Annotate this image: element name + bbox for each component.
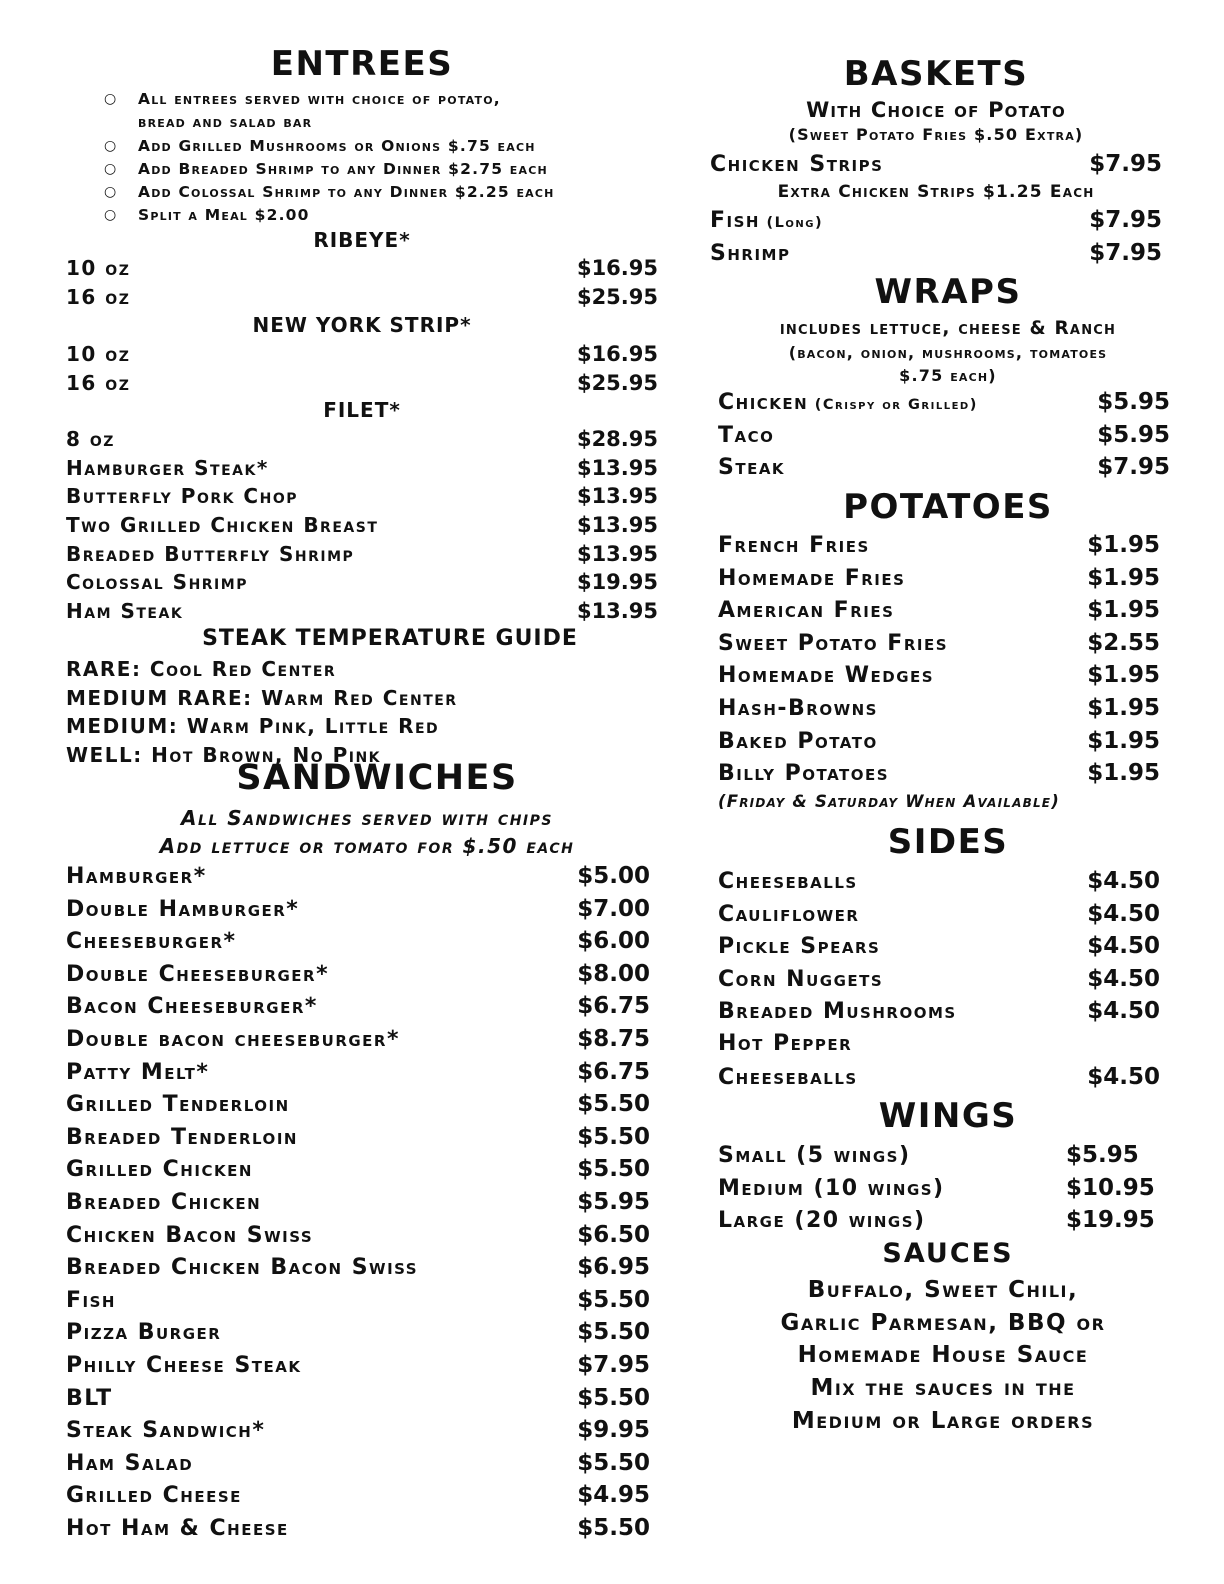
wraps-note: (bacon, onion, mushrooms, tomatoes [788,343,1108,362]
baskets-extra: Extra Chicken Strips $1.25 Each [777,182,1095,202]
temp-guide-heading: STEAK TEMPERATURE GUIDE [202,626,578,651]
menu-row: Breaded Butterfly Shrimp $13.95 [66,541,658,566]
menu-row: Chicken (Crispy or Grilled) $5.95 [718,389,1170,415]
menu-row: Double bacon cheeseburger* $8.75 [66,1025,650,1052]
menu-row: Philly Cheese Steak $7.95 [66,1351,650,1378]
menu-row: Baked Potato $1.95 [718,727,1160,754]
ribeye-list [66,254,658,311]
menu-row: 8 oz $28.95 [66,427,658,451]
menu-row: Chicken Bacon Swiss $6.50 [66,1221,650,1248]
sauce-line: Medium or Large orders [791,1407,1095,1434]
menu-row: Ham Salad $5.50 [66,1449,650,1476]
menu-row: Ham Steak $13.95 [66,599,658,624]
menu-row: Breaded Chicken Bacon Swiss $6.95 [66,1254,650,1281]
entree-note: ○ Add Grilled Mushrooms or Onions $.75 each [66,135,658,158]
wraps-title: WRAPS [874,272,1022,312]
menu-row: Steak $7.95 [718,454,1170,481]
menu-row: Small (5 wings) $5.95 [718,1142,1139,1168]
baskets-list-bottom [710,204,1162,269]
temp-line: MEDIUM RARE: Warm Red Center [66,685,458,710]
menu-row: Cheeseballs $4.50 [718,868,1160,894]
bullet-circle-icon: ○ [104,91,118,107]
menu-row: Pickle Spears $4.50 [718,933,1160,960]
wings-list [718,1139,1180,1237]
entree-note: ○ Split a Meal $2.00 [66,204,658,227]
menu-row: Steak Sandwich* $9.95 [66,1417,650,1444]
sides-list [718,865,1160,1093]
menu-row: Breaded Mushrooms $4.50 [718,998,1160,1025]
menu-row: French Fries $1.95 [718,532,1160,558]
potatoes-note: (Friday & Saturday When Available) [718,792,1060,811]
sides-title: SIDES [887,822,1009,862]
baskets-note: (Sweet Potato Fries $.50 Extra) [788,125,1084,144]
menu-row: Large (20 wings) $19.95 [718,1207,1155,1234]
menu-row: BLT $5.50 [66,1384,650,1411]
nystrip-list [66,340,658,397]
menu-row: Bacon Cheeseburger* $6.75 [66,993,650,1020]
menu-row: Grilled Chicken $5.50 [66,1156,650,1183]
menu-row: Double Hamburger* $7.00 [66,895,650,922]
entrees-title: ENTREES [270,44,454,84]
sauce-line: Mix the sauces in the [810,1375,1076,1402]
menu-row: Grilled Cheese $4.95 [66,1482,650,1509]
menu-row: Double Cheeseburger* $8.00 [66,960,650,987]
temp-line: WELL: Hot Brown, No Pink [66,743,382,768]
menu-row: Homemade Wedges $1.95 [718,662,1160,689]
wings-title: WINGS [878,1096,1018,1136]
menu-row: Two Grilled Chicken Breast $13.95 [66,513,658,538]
menu-row: Patty Melt* $6.75 [66,1058,650,1085]
baskets-subtitle: With Choice of Potato [806,98,1066,122]
temp-line: RARE: Cool Red Center [66,657,337,681]
sandwich-note: All Sandwiches served with chips [181,806,553,830]
menu-row: Fish $5.50 [66,1286,650,1313]
entree-notes [66,88,658,228]
nystrip-heading: NEW YORK STRIP* [252,313,472,337]
menu-row: Hamburger Steak* $13.95 [66,455,658,480]
temp-guide [66,655,658,770]
entree-note: ○ All entrees served with choice of potato, [66,88,658,111]
menu-row: Breaded Tenderloin $5.50 [66,1123,650,1150]
menu-row: Sweet Potato Fries $2.55 [718,629,1160,656]
sauce-line: Buffalo, Sweet Chili, [807,1277,1079,1303]
menu-row: Cauliflower $4.50 [718,900,1160,927]
menu-row: Hot Ham & Cheese $5.50 [66,1514,650,1541]
menu-row: 16 oz $25.95 [66,370,658,395]
sauces-title: SAUCES [882,1238,1014,1269]
temp-line: MEDIUM: Warm Pink, Little Red [66,714,440,739]
bullet-circle-icon: ○ [104,160,118,177]
menu-row: Hash-Browns $1.95 [718,694,1160,721]
menu-row: Cheeseburger* $6.00 [66,928,650,955]
ribeye-heading: RIBEYE* [313,228,411,252]
sauce-line: Homemade House Sauce [797,1342,1089,1369]
menu-row: Hamburger* $5.00 [66,863,650,889]
menu-row: Homemade Fries $1.95 [718,564,1160,591]
entree-note: ○ Add Colossal Shrimp to any Dinner $2.25 each [66,181,658,204]
entree-note: bread and salad bar [138,113,313,132]
bullet-circle-icon: ○ [104,137,118,154]
baskets-list-top [710,148,1162,181]
sauces-list [708,1274,1178,1438]
menu-row: American Fries $1.95 [718,597,1160,624]
menu-row: Shrimp $7.95 [710,239,1162,266]
sandwich-list [66,860,650,1544]
bullet-circle-icon: ○ [104,184,118,201]
menu-row: Chicken Strips $7.95 [710,151,1162,177]
filet-heading: FILET* [323,398,401,422]
potatoes-title: POTATOES [843,487,1053,527]
menu-row: Medium (10 wings) $10.95 [718,1174,1155,1201]
filet-list [66,425,658,626]
menu-row: Pizza Burger $5.50 [66,1319,650,1346]
menu-row: 10 oz $16.95 [66,342,658,366]
menu-row: 10 oz $16.95 [66,256,658,280]
potatoes-list [718,529,1160,790]
menu-row: Corn Nuggets $4.50 [718,965,1160,992]
entree-note: ○ Add Breaded Shrimp to any Dinner $2.75 each [66,158,658,181]
menu-row: Breaded Chicken $5.95 [66,1188,650,1215]
baskets-title: BASKETS [843,54,1029,94]
menu-row: Taco $5.95 [718,421,1170,448]
sandwich-note: Add lettuce or tomato for $.50 each [159,834,575,858]
menu-row: Butterfly Pork Chop $13.95 [66,484,658,509]
menu-row: Hot Pepper [718,1030,853,1056]
sandwiches-title: SANDWICHES [236,758,518,798]
menu-row: 16 oz $25.95 [66,284,658,309]
menu-row: Grilled Tenderloin $5.50 [66,1091,650,1118]
wraps-note: includes lettuce, cheese & Ranch [779,318,1117,339]
menu-row: Cheeseballs $4.50 [718,1063,1160,1090]
wraps-note: $.75 each) [899,366,997,385]
wraps-list [718,386,1170,484]
bullet-circle-icon: ○ [104,207,118,224]
menu-row: Billy Potatoes $1.95 [718,760,1160,787]
menu-row: Colossal Shrimp $19.95 [66,570,658,595]
menu-row: Fish (Long) $7.95 [710,207,1162,233]
sauce-line: Garlic Parmesan, BBQ or [780,1309,1106,1336]
